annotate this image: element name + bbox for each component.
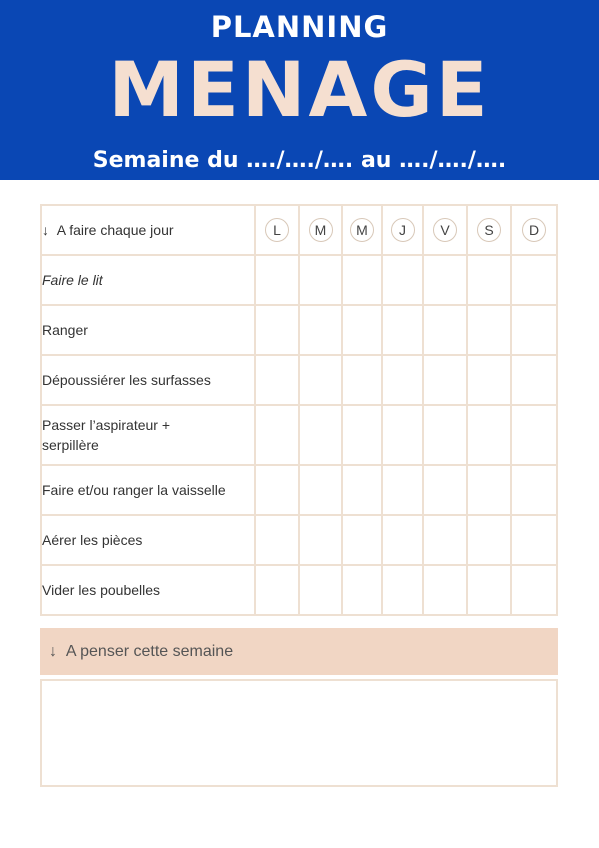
check-cell[interactable] (423, 565, 467, 615)
check-cell[interactable] (382, 255, 423, 305)
check-cell[interactable] (342, 255, 382, 305)
check-cell[interactable] (382, 405, 423, 465)
check-cell[interactable] (342, 405, 382, 465)
weekly-reminder-label: A penser cette semaine (65, 643, 234, 660)
check-cell[interactable] (255, 255, 299, 305)
day-header-saturday (467, 205, 511, 255)
day-header-tuesday (299, 205, 342, 255)
check-cell[interactable] (255, 565, 299, 615)
task-label: Faire et/ou ranger la vaisselle (41, 465, 255, 515)
week-range-line: Semaine du …./…./…. au …./…./…. (92, 148, 507, 173)
check-cell[interactable] (467, 355, 511, 405)
check-cell[interactable] (511, 405, 557, 465)
daily-header-cell (41, 205, 255, 255)
check-cell[interactable] (255, 465, 299, 515)
arrow-down-icon: ↓ (42, 222, 49, 238)
check-cell[interactable] (382, 515, 423, 565)
table-row (41, 355, 557, 405)
table-row (41, 305, 557, 355)
table-row (41, 255, 557, 305)
table-row (41, 515, 557, 565)
check-cell[interactable] (511, 565, 557, 615)
weekly-notes-area[interactable] (40, 679, 558, 787)
day-label: S (477, 218, 501, 242)
arrow-down-icon: ↓ (49, 643, 57, 660)
check-cell[interactable] (423, 355, 467, 405)
day-header-wednesday (342, 205, 382, 255)
check-cell[interactable] (299, 565, 342, 615)
check-cell[interactable] (342, 465, 382, 515)
check-cell[interactable] (342, 305, 382, 355)
day-header-thursday (382, 205, 423, 255)
check-cell[interactable] (423, 465, 467, 515)
table-row (41, 405, 557, 465)
check-cell[interactable] (467, 515, 511, 565)
check-cell[interactable] (342, 515, 382, 565)
day-header-monday (255, 205, 299, 255)
check-cell[interactable] (511, 465, 557, 515)
day-label: D (522, 218, 546, 242)
day-header-sunday (511, 205, 557, 255)
weekly-reminder-header (40, 628, 558, 675)
day-label: M (309, 218, 333, 242)
task-label: Faire le lit (41, 255, 255, 305)
task-label: Passer l’aspirateur + serpillère (41, 405, 255, 465)
check-cell[interactable] (467, 465, 511, 515)
planning-label: PLANNING (210, 10, 389, 44)
table-row (41, 465, 557, 515)
check-cell[interactable] (342, 355, 382, 405)
daily-task-table (40, 204, 558, 616)
task-label: Dépoussiérer les surfasses (41, 355, 255, 405)
day-label: L (265, 218, 289, 242)
check-cell[interactable] (423, 515, 467, 565)
check-cell[interactable] (342, 565, 382, 615)
table-row (41, 565, 557, 615)
check-cell[interactable] (299, 355, 342, 405)
check-cell[interactable] (423, 405, 467, 465)
table-header-row (41, 205, 557, 255)
check-cell[interactable] (511, 255, 557, 305)
check-cell[interactable] (255, 405, 299, 465)
check-cell[interactable] (382, 565, 423, 615)
check-cell[interactable] (299, 465, 342, 515)
day-label: J (391, 218, 415, 242)
check-cell[interactable] (255, 355, 299, 405)
page-title: MENAGE (108, 45, 491, 134)
check-cell[interactable] (299, 305, 342, 355)
check-cell[interactable] (423, 255, 467, 305)
daily-header-label: A faire chaque jour (56, 222, 174, 238)
day-label: M (350, 218, 374, 242)
check-cell[interactable] (299, 515, 342, 565)
task-label: Aérer les pièces (41, 515, 255, 565)
check-cell[interactable] (467, 305, 511, 355)
check-cell[interactable] (255, 515, 299, 565)
day-label: V (433, 218, 457, 242)
check-cell[interactable] (467, 255, 511, 305)
day-header-friday (423, 205, 467, 255)
check-cell[interactable] (255, 305, 299, 355)
check-cell[interactable] (382, 355, 423, 405)
header-banner (0, 0, 599, 180)
check-cell[interactable] (299, 255, 342, 305)
check-cell[interactable] (511, 305, 557, 355)
check-cell[interactable] (511, 515, 557, 565)
task-label: Vider les poubelles (41, 565, 255, 615)
check-cell[interactable] (423, 305, 467, 355)
check-cell[interactable] (382, 305, 423, 355)
check-cell[interactable] (299, 405, 342, 465)
check-cell[interactable] (511, 355, 557, 405)
check-cell[interactable] (467, 405, 511, 465)
task-label: Ranger (41, 305, 255, 355)
check-cell[interactable] (382, 465, 423, 515)
check-cell[interactable] (467, 565, 511, 615)
